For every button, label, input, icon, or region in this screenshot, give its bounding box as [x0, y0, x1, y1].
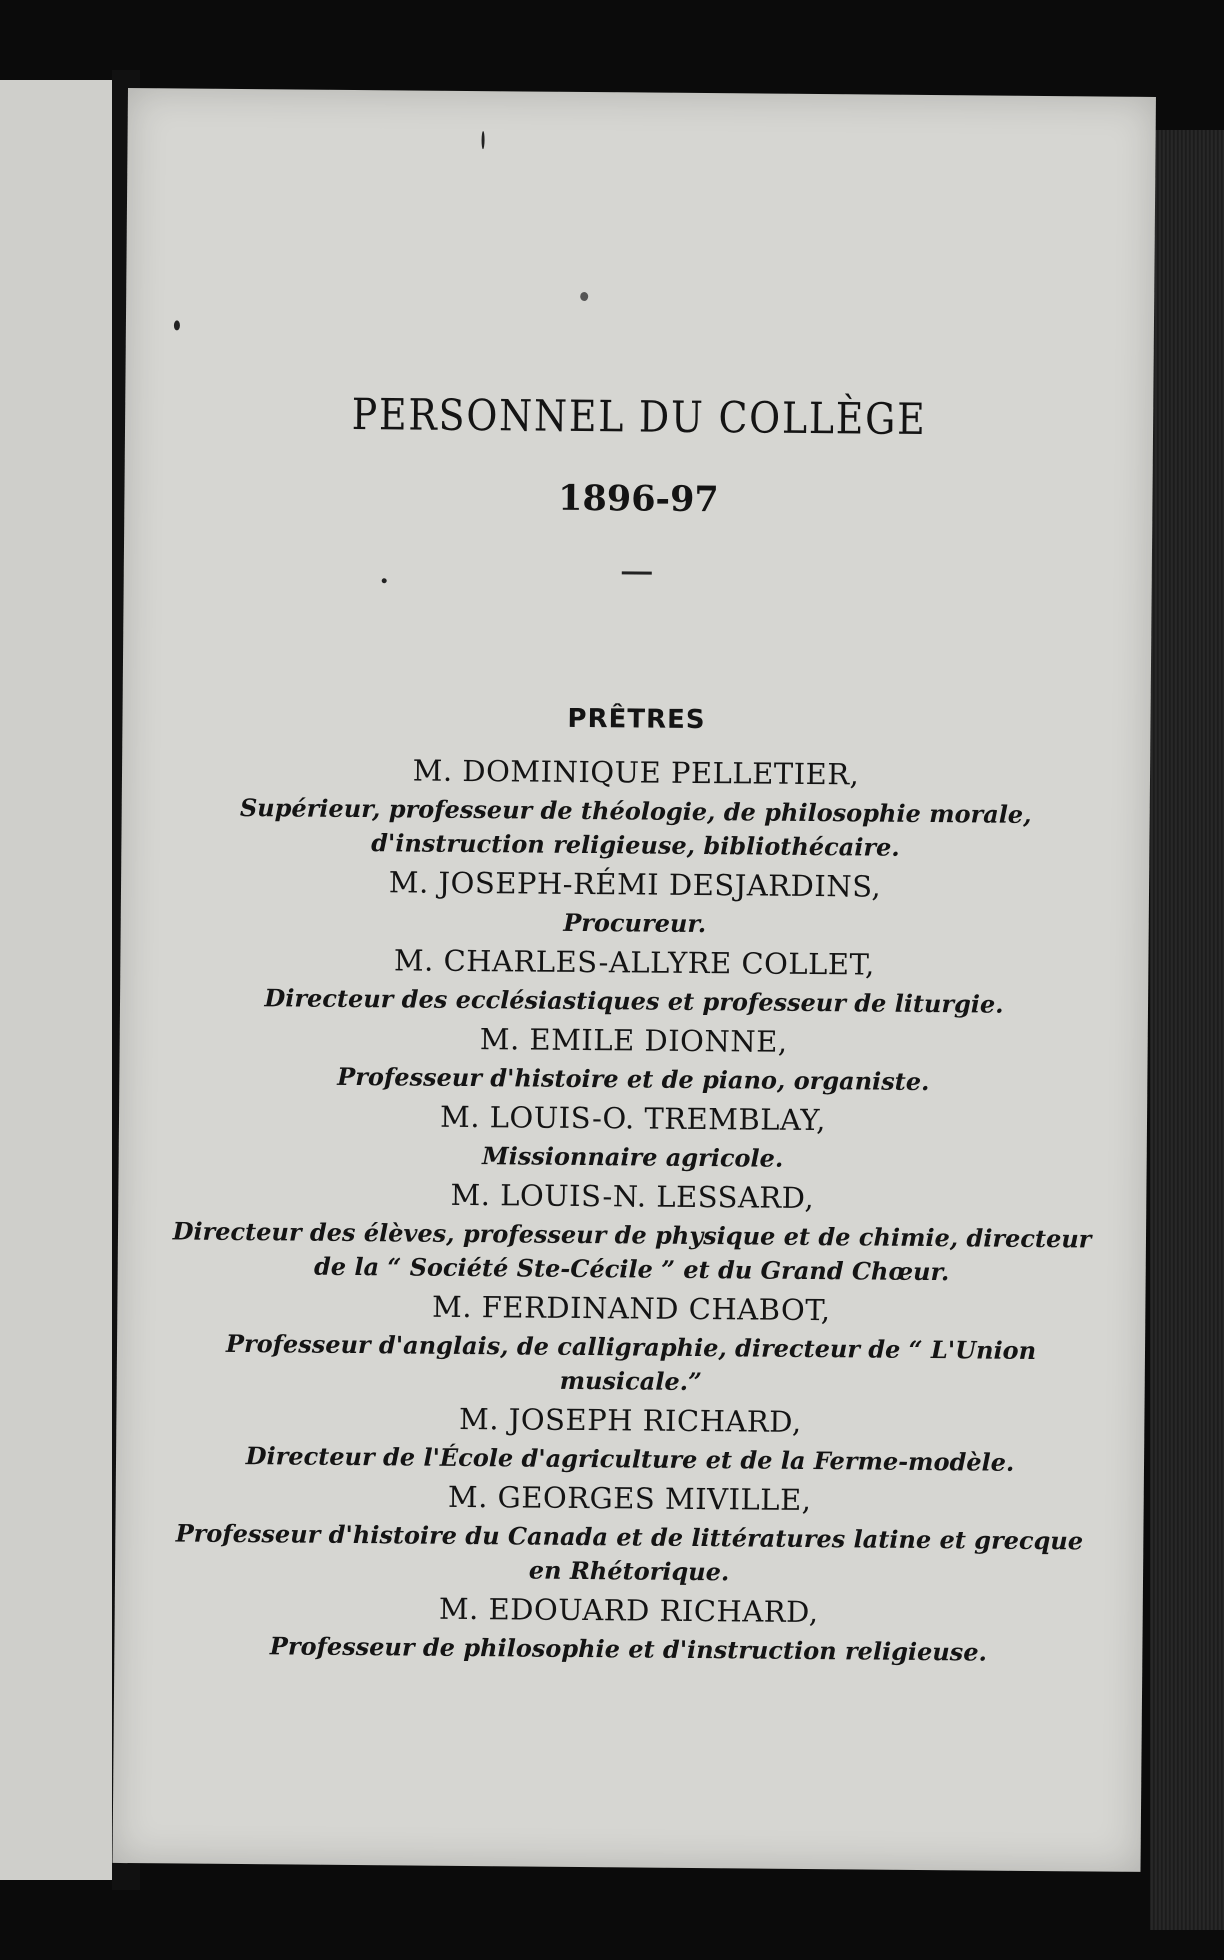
staff-name: M. JOSEPH RICHARD, — [458, 1401, 802, 1439]
staff-entry — [150, 936, 1119, 1022]
staff-role: Directeur de l'École d'agriculture et de la Ferme-modèle. — [245, 1441, 1015, 1477]
staff-entry — [148, 1170, 1117, 1290]
ink-speck — [174, 320, 180, 330]
staff-role: Procureur. — [563, 907, 707, 939]
staff-name: M. FERDINAND CHABOT, — [431, 1289, 831, 1328]
page-stack-edge — [1150, 130, 1224, 1930]
staff-role: Professeur d'histoire et de piano, organiste. — [337, 1061, 930, 1097]
staff-role: Directeur des ecclésiastiques et professeur de liturgie. — [264, 983, 1004, 1019]
staff-name: M. LOUIS-O. TREMBLAY, — [439, 1099, 827, 1138]
ink-speck — [580, 292, 588, 301]
staff-name: M. GEORGES MIVILLE, — [447, 1479, 812, 1518]
ink-speck — [382, 578, 387, 583]
staff-role: Missionnaire agricole. — [482, 1141, 784, 1173]
staff-name: M. EMILE DIONNE, — [479, 1022, 788, 1059]
staff-entry — [145, 1472, 1114, 1592]
staff-name: M. DOMINIQUE PELLETIER, — [412, 753, 860, 792]
staff-role: Supérieur, professeur de théologie, de philosophie morale, d'instruction religieuse, bibliothécaire. — [239, 793, 1032, 862]
staff-role: Professeur d'histoire du Canada et de littératures latine et grecque en Rhétorique. — [175, 1518, 1084, 1587]
staff-entry — [146, 1394, 1115, 1480]
staff-entry — [151, 746, 1120, 866]
page-content — [158, 88, 1126, 1667]
left-page-edge — [0, 80, 115, 1880]
staff-role: Professeur d'anglais, de calligraphie, directeur de “ L'Union musicale.” — [225, 1328, 1037, 1397]
staff-name: M. EDOUARD RICHARD, — [438, 1591, 819, 1630]
ink-speck — [481, 131, 484, 149]
document-page — [113, 88, 1156, 1872]
title-rule — [622, 571, 652, 574]
staff-entry — [149, 1014, 1118, 1100]
staff-name: M. CHARLES-ALLYRE COLLET, — [393, 943, 876, 982]
staff-list — [144, 746, 1120, 1670]
staff-entry — [151, 858, 1120, 944]
staff-entry — [147, 1282, 1116, 1402]
staff-entry — [144, 1584, 1113, 1670]
academic-year: 1896-97 — [557, 477, 719, 521]
staff-name: M. LOUIS-N. LESSARD, — [450, 1177, 815, 1216]
staff-name: M. JOSEPH-RÉMI DESJARDINS, — [388, 865, 882, 904]
staff-entry — [149, 1092, 1118, 1178]
page-title: PERSONNEL DU COLLÈGE — [351, 389, 927, 445]
section-heading: PRÊTRES — [567, 703, 706, 736]
staff-role: Directeur des élèves, professeur de physique et de chimie, directeur de la “ Société Ste-Cécile ” et du Grand Chœur. — [172, 1216, 1092, 1287]
staff-role: Professeur de philosophie et d'instruction religieuse. — [269, 1631, 988, 1667]
